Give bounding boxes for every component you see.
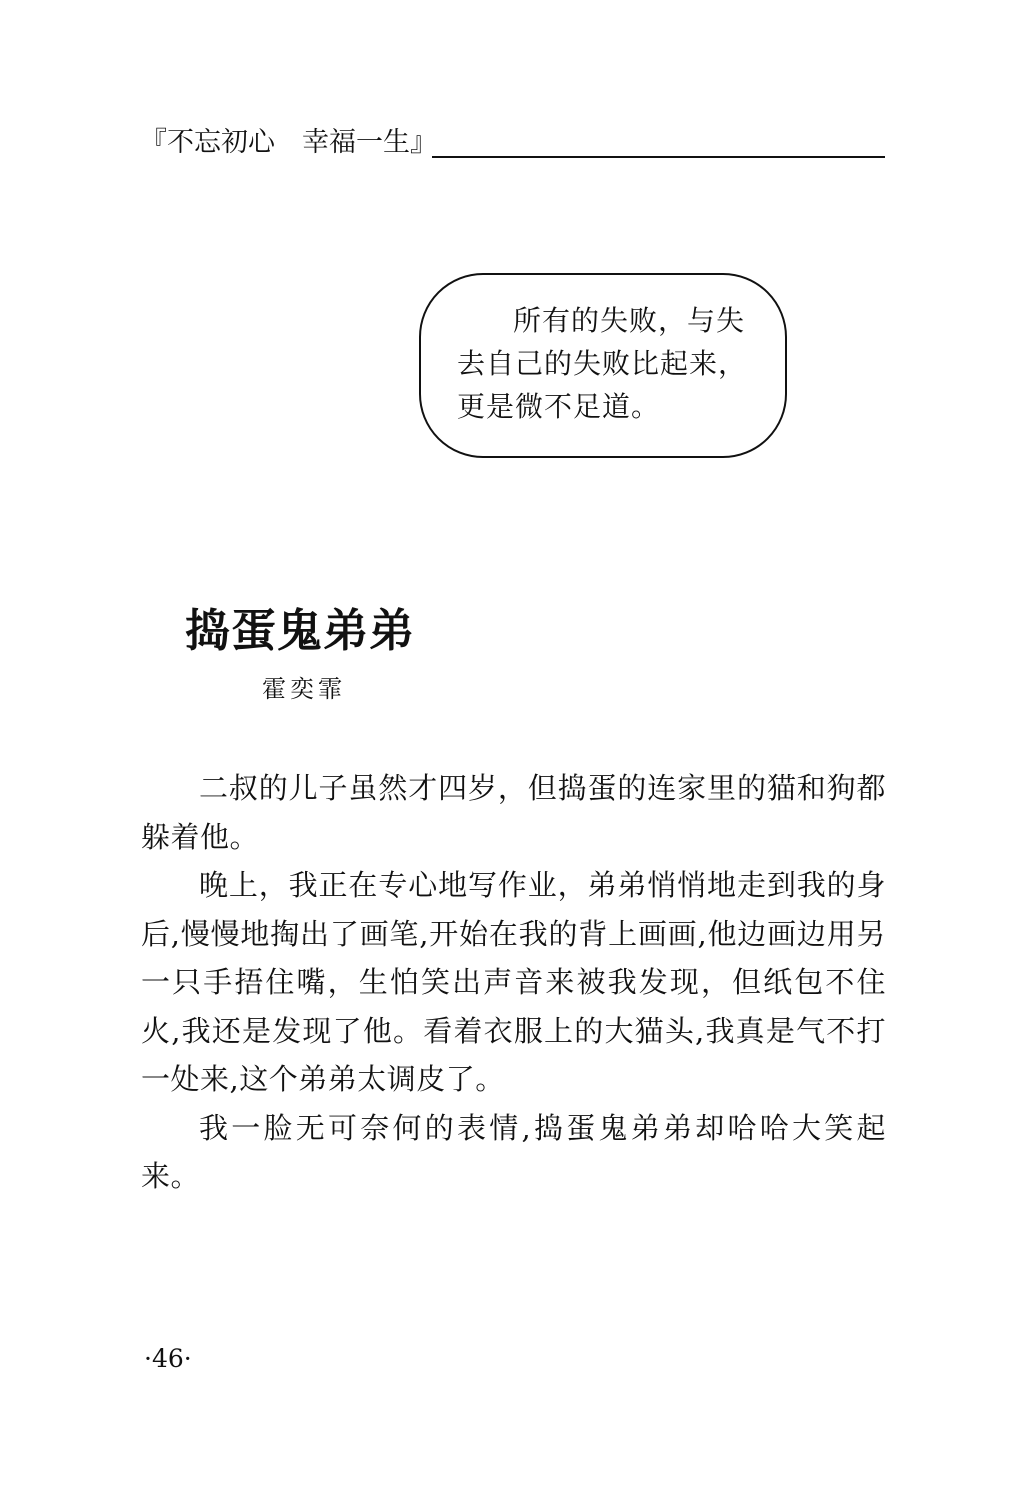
article-body	[141, 764, 886, 1201]
body-paragraph-1: 二叔的儿子虽然才四岁，但捣蛋的连家里的猫和狗都躲着他。	[141, 771, 886, 854]
article-author: 霍奕霏	[262, 675, 346, 703]
body-paragraph-3: 我一脸无可奈何的表情,捣蛋鬼弟弟却哈哈大笑起来。	[141, 1110, 886, 1193]
running-header	[140, 126, 885, 160]
quote-bubble	[419, 273, 787, 458]
page-number: ·46·	[144, 1344, 192, 1373]
running-header-title: 『不忘初心 幸福一生』	[140, 127, 437, 158]
quote-text: 所有的失败，与失去自己的失败比起来，更是微不足道。	[457, 304, 748, 423]
header-rule-line	[432, 156, 885, 158]
article-title: 捣蛋鬼弟弟	[185, 604, 416, 657]
body-paragraph-2: 晚上，我正在专心地写作业，弟弟悄悄地走到我的身后,慢慢地掏出了画笔,开始在我的背上画画,他边画边用另一只手捂住嘴，生怕笑出声音来被我发现，但纸包不住火,我还是发现了他。看着衣服上的大猫头,我真是气不打一处来,这个弟弟太调皮了。	[141, 868, 886, 1096]
